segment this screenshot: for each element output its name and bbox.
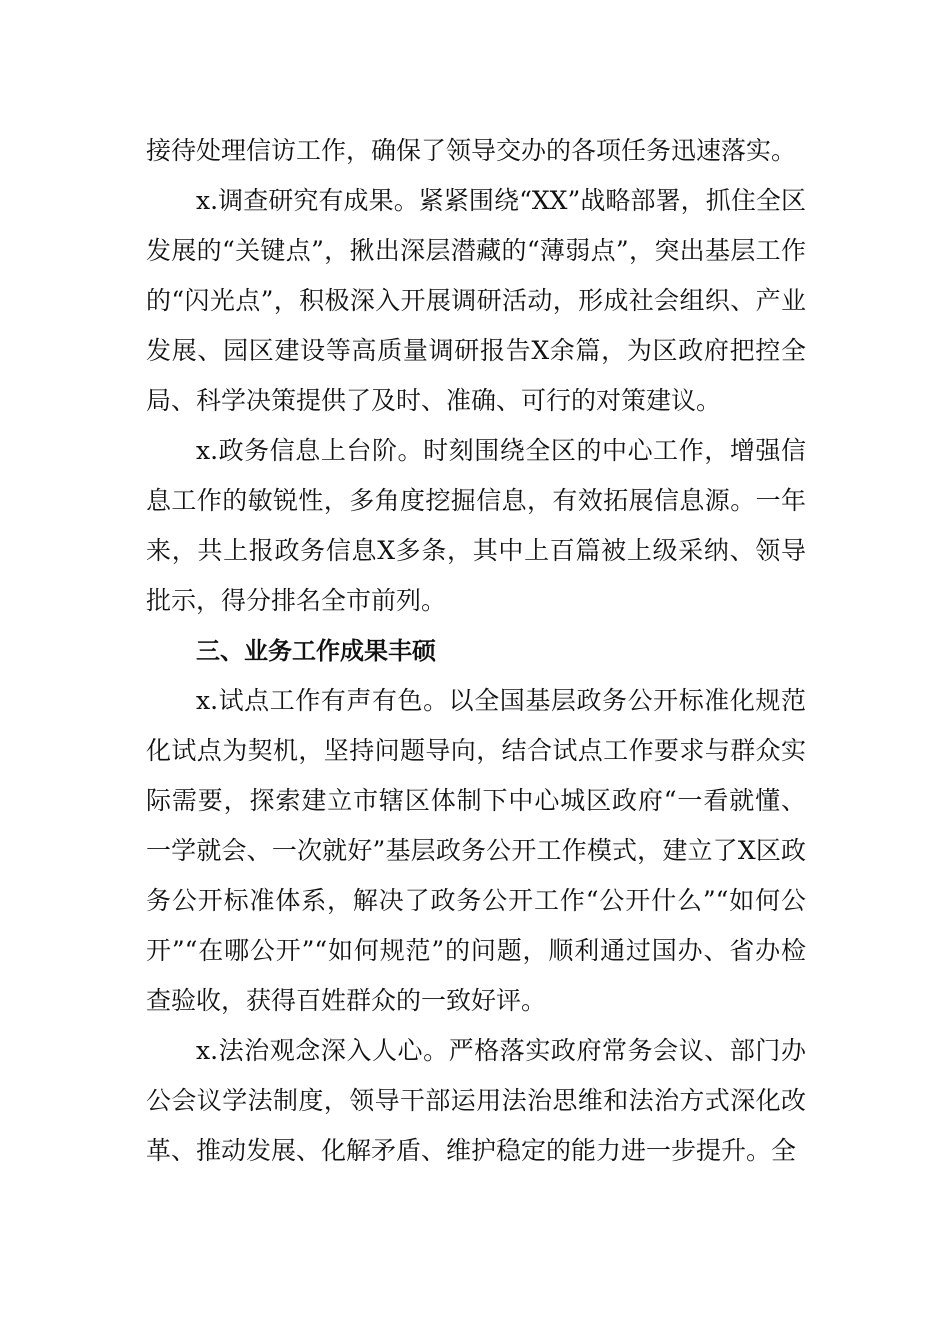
section-heading-business-results: 三、业务工作成果丰硕 — [196, 637, 436, 665]
paragraph-research-results: x.调查研究有成果。紧紧围绕“XX”战略部署，抓住全区发展的“关键点”，揪出深层潜藏的“薄弱点”，突出基层工作的“闪光点”，积极深入开展调研活动，形成社会组织、产业发展、园区建设等高质量调研报告X余篇，为区政府把控全局、科学决策提供了及时、准确、可行的对策建议。 — [146, 186, 806, 415]
paragraph-pilot-work: x.试点工作有声有色。以全国基层政务公开标准化规范化试点为契机，坚持问题导向，结合试点工作要求与群众实际需要，探索建立市辖区体制下中心城区政府“一看就懂、一学就会、一次就好”基层政务公开工作模式，建立了X区政务公开标准体系，解决了政务公开工作“公开什么”“如何公开”“在哪公开”“如何规范”的问题，顺利通过国办、省办检查验收，获得百姓群众的一致好评。 — [146, 686, 806, 1015]
paragraph-rule-of-law: x.法治观念深入人心。严格落实政府常务会议、部门办公会议学法制度，领导干部运用法治思维和法治方式深化改革、推动发展、化解矛盾、维护稳定的能力进一步提升。全 — [146, 1036, 806, 1165]
document-page — [146, 126, 806, 1176]
paragraph-government-information: x.政务信息上台阶。时刻围绕全区的中心工作，增强信息工作的敏锐性，多角度挖掘信息，有效拓展信息源。一年来，共上报政务信息X多条，其中上百篇被上级采纳、领导批示，得分排名全市前列。 — [146, 436, 806, 615]
paragraph-continuation: 接待处理信访工作，确保了领导交办的各项任务迅速落实。 — [146, 136, 797, 165]
